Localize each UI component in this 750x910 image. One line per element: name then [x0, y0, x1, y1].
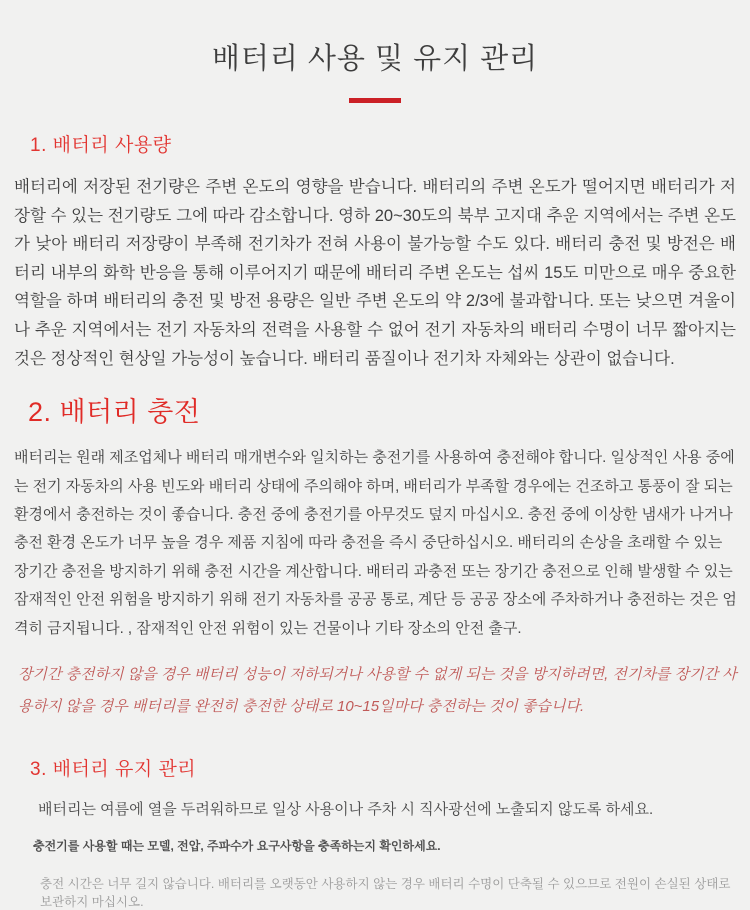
section-usage-heading: 1. 배터리 사용량: [30, 135, 172, 156]
section-maintenance-heading: 3. 배터리 유지 관리: [30, 759, 197, 780]
section-charging-body: 배터리는 원래 제조업체나 배터리 매개변수와 일치하는 충전기를 사용하여 충전해야 합니다. 일상적인 사용 중에는 전기 자동차의 사용 빈도와 배터리 상태에 주의해야 하며, 배터리가 부족할 경우에는 건조하고 통풍이 잘 되는 환경에서 충전하는 것이 좋습니다. 충전 중에 충전기를 아무것도 덮지 마십시오. 충전 중에 이상한 냄새가 나거나 충전 환경 온도가 너무 높을 경우 제품 지침에 따라 충전을 즉시 중단하십시오. 배터리의 손상을 초래할 수 있는 장기간 충전을 방지하기 위해 충전 시간을 계산합니다. 배터리 과충전 또는 장기간 충전으로 인해 발생할 수 있는 잠재적인 안전 위험을 방지하기 위해 전기 자동차를 공공 통로, 계단 등 공공 장소에 주차하거나 충전하는 것은 엄격히 금지됩니다. , 잠재적인 안전 위험이 있는 건물이나 기타 장소의 안전 출구.: [14, 449, 737, 637]
maintenance-tip-heat: 배터리는 여름에 열을 두려워하므로 일상 사용이나 주차 시 직사광선에 노출되지 않도록 하세요.: [38, 801, 654, 818]
title-divider-bar: [349, 98, 401, 103]
maintenance-tip-charger-spec: 충전기를 사용할 때는 모델, 전압, 주파수가 요구사항을 충족하는지 확인하세요.: [33, 839, 441, 853]
maintenance-tip-storage: 충전 시간은 너무 길지 않습니다. 배터리를 오랫동안 사용하지 않는 경우 배터리 수명이 단축될 수 있으므로 전원이 손실된 상태로 보관하지 마십시오.: [40, 877, 731, 909]
page-title: 배터리 사용 및 유지 관리: [211, 43, 539, 75]
section-charging-note: 장기간 충전하지 않을 경우 배터리 성능이 저하되거나 사용할 수 없게 되는 것을 방지하려면, 전기차를 장기간 사용하지 않을 경우 배터리를 완전히 충전한 상태로 10~15일마다 충전하는 것이 좋습니다.: [18, 666, 737, 715]
section-usage-body: 배터리에 저장된 전기량은 주변 온도의 영향을 받습니다. 배터리의 주변 온도가 떨어지면 배터리가 저장할 수 있는 전기량도 그에 따라 감소합니다. 영하 20~30도의 북부 고지대 추운 지역에서는 주변 온도가 낮아 배터리 저장량이 부족해 전기차가 전혀 사용이 불가능할 수도 있다. 배터리 충전 및 방전은 배터리 내부의 화학 반응을 통해 이루어지기 때문에 배터리 주변 온도는 섭씨 15도 미만으로 매우 중요한 역할을 하며 배터리의 충전 및 방전 용량은 일반 주변 온도의 약 2/3에 불과합니다. 또는 낮으면 겨울이나 추운 지역에서는 전기 자동차의 전력을 사용할 수 없어 전기 자동차의 배터리 수명이 너무 짧아지는 것은 정상적인 현상일 가능성이 높습니다. 배터리 품질이나 전기차 자체와는 상관이 없습니다.: [14, 178, 736, 368]
section-charging-heading: 2. 배터리 충전: [28, 397, 201, 428]
